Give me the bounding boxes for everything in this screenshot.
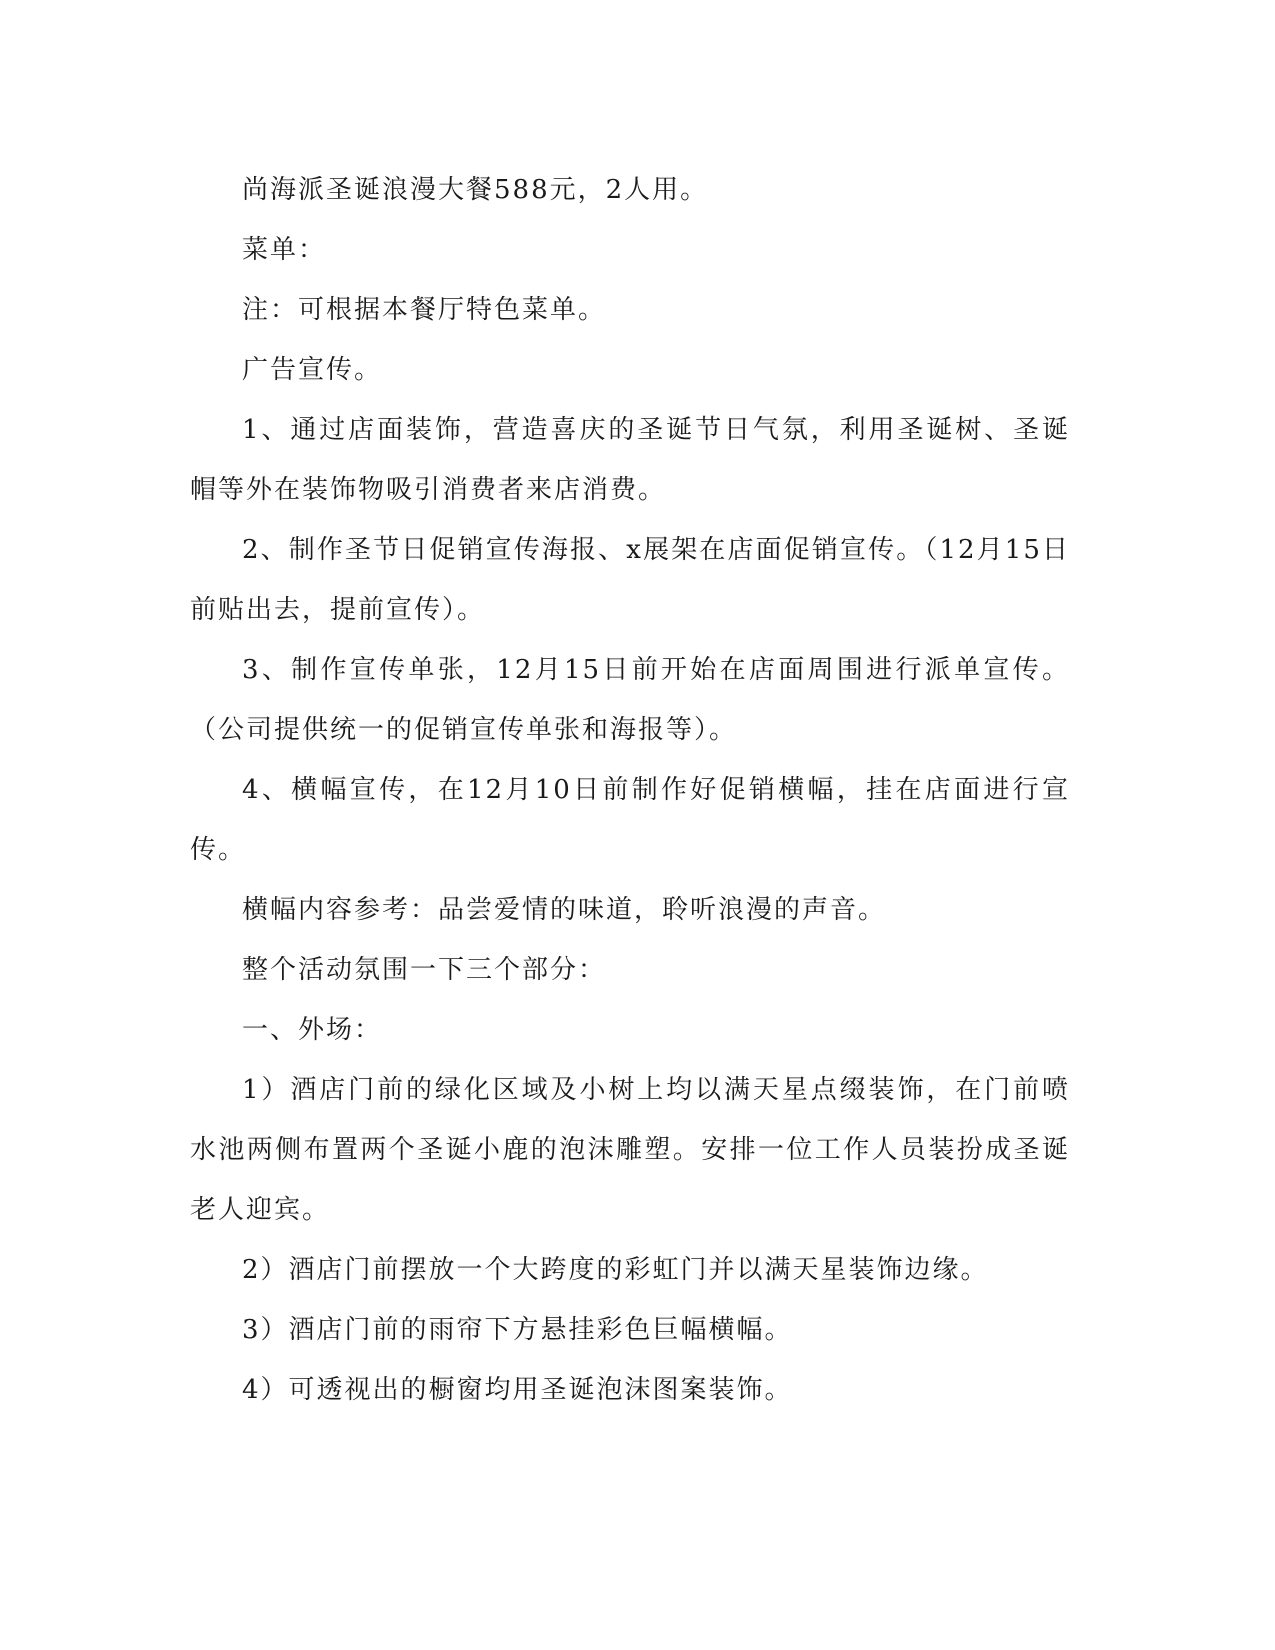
paragraph-outdoor-item-4: 4）可透视出的橱窗均用圣诞泡沫图案装饰。: [242, 1375, 793, 1405]
paragraph-set-meal: 尚海派圣诞浪漫大餐588元，2人用。: [242, 175, 709, 205]
paragraph-outdoor-heading: 一、外场：: [242, 1015, 383, 1045]
paragraph-advertising-heading: 广告宣传。: [242, 355, 383, 385]
paragraph-outdoor-item-3: 3）酒店门前的雨帘下方悬挂彩色巨幅横幅。: [242, 1315, 793, 1345]
paragraph-menu-note: 注：可根据本餐厅特色菜单。: [242, 295, 607, 325]
paragraph-atmosphere-heading: 整个活动氛围一下三个部分：: [242, 955, 607, 985]
paragraph-ad-item-4: 4、横幅宣传，在12月10日前制作好促销横幅，挂在店面进行宣传。: [190, 775, 1070, 865]
paragraph-banner-content: 横幅内容参考：品尝爱情的味道，聆听浪漫的声音。: [242, 895, 887, 925]
paragraph-outdoor-item-1: 1）酒店门前的绿化区域及小树上均以满天星点缀装饰，在门前喷水池两侧布置两个圣诞小鹿的泡沫雕塑。安排一位工作人员装扮成圣诞老人迎宾。: [190, 1075, 1070, 1225]
paragraph-ad-item-2: 2、制作圣节日促销宣传海报、x展架在店面促销宣传。（12月15日前贴出去，提前宣传）。: [190, 535, 1070, 625]
paragraph-ad-item-3: 3、制作宣传单张，12月15日前开始在店面周围进行派单宣传。（公司提供统一的促销宣传单张和海报等）。: [190, 655, 1070, 745]
paragraph-ad-item-1: 1、通过店面装饰，营造喜庆的圣诞节日气氛，利用圣诞树、圣诞帽等外在装饰物吸引消费者来店消费。: [190, 415, 1070, 505]
paragraph-menu-heading: 菜单：: [242, 235, 327, 265]
paragraph-outdoor-item-2: 2）酒店门前摆放一个大跨度的彩虹门并以满天星装饰边缘。: [242, 1255, 989, 1285]
document-body: [190, 160, 1070, 1420]
